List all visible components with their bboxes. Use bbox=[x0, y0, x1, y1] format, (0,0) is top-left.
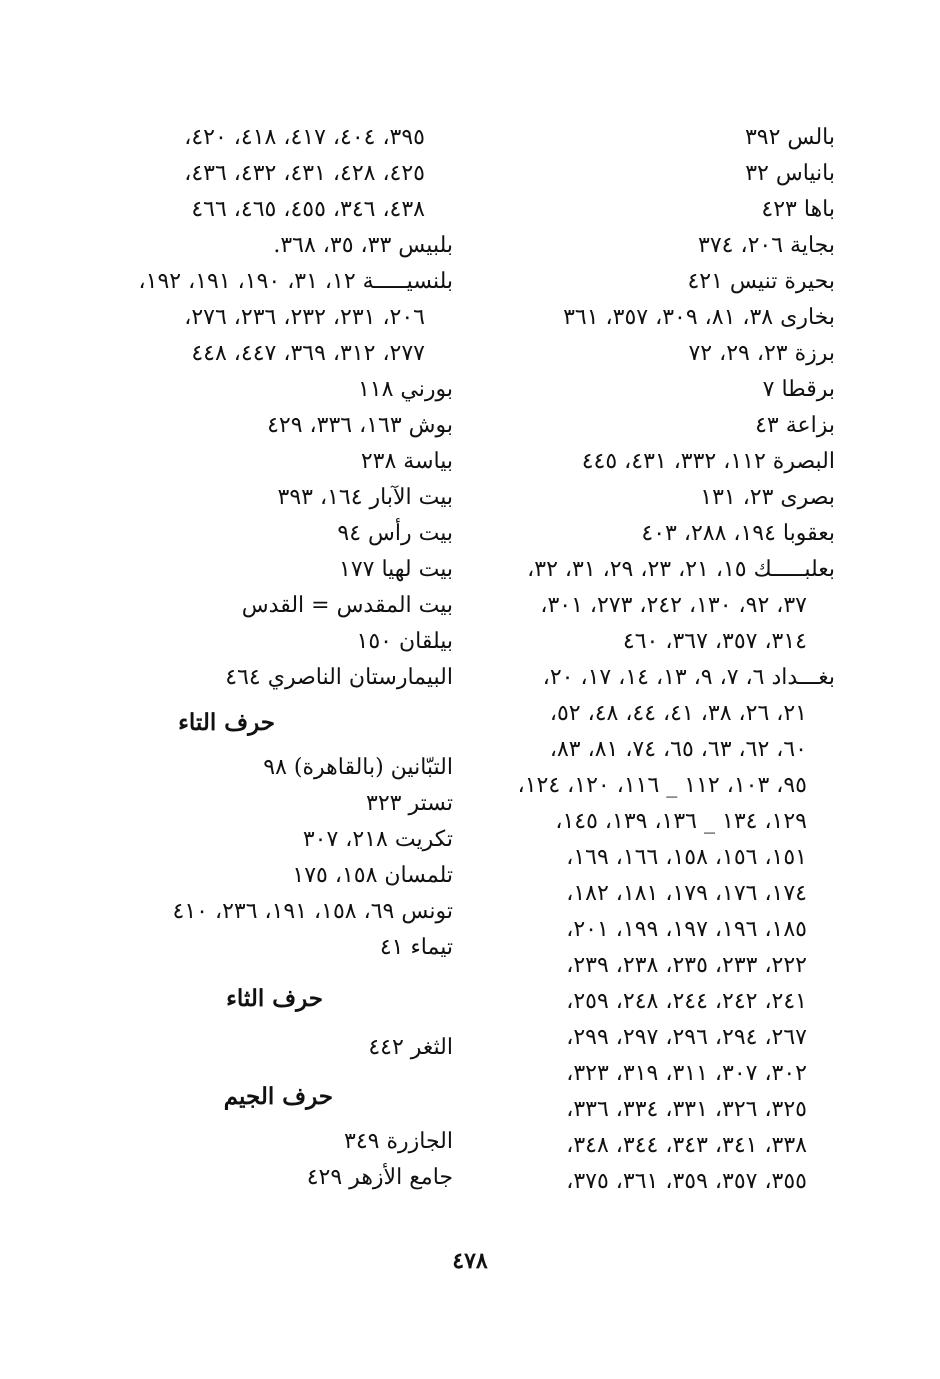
section-heading-thaa: حرف الثاء bbox=[226, 985, 323, 1012]
index-continuation-line: ٣٣٨، ٣٤١، ٣٤٣، ٣٤٤، ٣٤٨، bbox=[566, 1133, 807, 1158]
index-entry: تيماء ٤١ bbox=[379, 935, 453, 960]
index-continuation-line: ٣٠٢، ٣٠٧، ٣١١، ٣١٩، ٣٢٣، bbox=[566, 1061, 807, 1086]
index-continuation-line: ٣٢٥، ٣٢٦، ٣٣١، ٣٣٤، ٣٣٦، bbox=[566, 1097, 807, 1122]
index-entry: بيت رأس ٩٤ bbox=[337, 521, 453, 546]
index-entry: التبّانين (بالقاهرة) ٩٨ bbox=[263, 755, 453, 780]
index-continuation-line: ٢٧٧، ٣١٢، ٣٦٩، ٤٤٧، ٤٤٨ bbox=[191, 341, 425, 366]
index-entry: تكريت ٢١٨، ٣٠٧ bbox=[302, 827, 453, 852]
index-entry: بجاية ٢٠٦، ٣٧٤ bbox=[698, 233, 835, 258]
index-continuation-line: ٣٥٥، ٣٥٧، ٣٥٩، ٣٦١، ٣٧٥، bbox=[566, 1169, 807, 1194]
index-continuation-line: ١٨٥، ١٩٦، ١٩٧، ١٩٩، ٢٠١، bbox=[566, 917, 807, 942]
index-continuation-line: ١٥١، ١٥٦، ١٥٨، ١٦٦، ١٦٩، bbox=[566, 845, 807, 870]
left-column bbox=[73, 120, 453, 1196]
section-heading-taa: حرف التاء bbox=[178, 709, 275, 736]
index-entry: بحيرة تنيس ٤٢١ bbox=[687, 269, 835, 294]
index-entry: بالس ٣٩٢ bbox=[744, 125, 835, 150]
index-continuation-line: ١٢٩، ١٣٤ _ ١٣٦، ١٣٩، ١٤٥، bbox=[555, 809, 807, 834]
index-entry: بلبيس ٣٣، ٣٥، ٣٦٨. bbox=[273, 233, 453, 258]
index-entry: برزة ٢٣، ٢٩، ٧٢ bbox=[688, 341, 835, 366]
index-entry: بيت لهيا ١٧٧ bbox=[339, 557, 453, 582]
right-column bbox=[475, 120, 835, 1200]
index-continuation-line: ٢٦٧، ٢٩٤، ٢٩٦، ٢٩٧، ٢٩٩، bbox=[566, 1025, 807, 1050]
index-entry: تونس ٦٩، ١٥٨، ١٩١، ٢٣٦، ٤١٠ bbox=[172, 899, 453, 924]
index-entry: تستر ٣٢٣ bbox=[366, 791, 453, 816]
index-entry: البيمارستان الناصري ٤٦٤ bbox=[225, 665, 453, 690]
index-continuation-line: ٦٠، ٦٢، ٦٣، ٦٥، ٧٤، ٨١، ٨٣، bbox=[549, 737, 807, 762]
index-entry: بعقوبا ١٩٤، ٢٨٨، ٤٠٣ bbox=[641, 521, 835, 546]
index-continuation-line: ٢١، ٢٦، ٣٨، ٤١، ٤٤، ٤٨، ٥٢، bbox=[549, 701, 807, 726]
index-entry: بعلبـــــك ١٥، ٢١، ٢٣، ٢٩، ٣١، ٣٢، bbox=[527, 557, 835, 582]
jeem-entries bbox=[73, 1124, 453, 1196]
taa-entries bbox=[73, 750, 453, 966]
index-entry: البصرة ١١٢، ٣٣٢، ٤٣١، ٤٤٥ bbox=[581, 449, 835, 474]
index-continuation-line: ٣٩٥، ٤٠٤، ٤١٧، ٤١٨، ٤٢٠، bbox=[184, 125, 425, 150]
index-entry: بصرى ٢٣، ١٣١ bbox=[700, 485, 835, 510]
index-entry: برقطا ٧ bbox=[762, 377, 835, 402]
index-continuation-line: ٣٧، ٩٢، ١٣٠، ٢٤٢، ٢٧٣، ٣٠١، bbox=[540, 593, 807, 618]
index-entry: بورني ١١٨ bbox=[357, 377, 453, 402]
index-entry: بلنسيـــــة ١٢، ٣١، ١٩٠، ١٩١، ١٩٢، bbox=[138, 269, 453, 294]
index-continuation-line: ٤٣٨، ٣٤٦، ٤٥٥، ٤٦٥، ٤٦٦ bbox=[191, 197, 425, 222]
section-heading-jeem: حرف الجيم bbox=[223, 1083, 333, 1110]
index-entry: بيلقان ١٥٠ bbox=[356, 629, 453, 654]
index-entry: باها ٤٢٣ bbox=[761, 197, 835, 222]
index-entry: بانياس ٣٢ bbox=[745, 161, 835, 186]
index-entry: بوش ١٦٣، ٣٣٦، ٤٢٩ bbox=[267, 413, 453, 438]
index-entry: بغـــداد ٦، ٧، ٩، ١٣، ١٤، ١٧، ٢٠، bbox=[542, 665, 835, 690]
index-entry: بيت المقدس = القدس bbox=[241, 593, 453, 618]
continuation-entries bbox=[73, 120, 453, 696]
index-entry: الجازرة ٣٤٩ bbox=[344, 1129, 453, 1154]
index-continuation-line: ٩٥، ١٠٣، ١١٢ _ ١١٦، ١٢٠، ١٢٤، bbox=[517, 773, 807, 798]
thaa-entries bbox=[73, 1030, 453, 1066]
index-continuation-line: ٢٤١، ٢٤٢، ٢٤٤، ٢٤٨، ٢٥٩، bbox=[566, 989, 807, 1014]
index-entry: بخارى ٣٨، ٨١، ٣٠٩، ٣٥٧، ٣٦١ bbox=[563, 305, 835, 330]
index-continuation-line: ٣١٤، ٣٥٧، ٣٦٧، ٤٦٠ bbox=[622, 629, 807, 654]
index-entry: جامع الأزهر ٤٢٩ bbox=[306, 1165, 453, 1190]
index-continuation-line: ١٧٤، ١٧٦، ١٧٩، ١٨١، ١٨٢، bbox=[566, 881, 807, 906]
index-entry: تلمسان ١٥٨، ١٧٥ bbox=[292, 863, 453, 888]
page-number: ٤٧٨ bbox=[452, 1248, 488, 1274]
index-continuation-line: ٢٢٢، ٢٣٣، ٢٣٥، ٢٣٨، ٢٣٩، bbox=[566, 953, 807, 978]
index-entry: بيت الآبار ١٦٤، ٣٩٣ bbox=[277, 485, 453, 510]
index-entry: الثغر ٤٤٢ bbox=[368, 1035, 453, 1060]
index-entry: بزاعة ٤٣ bbox=[755, 413, 835, 438]
index-continuation-line: ٢٠٦، ٢٣١، ٢٣٢، ٢٣٦، ٢٧٦، bbox=[184, 305, 425, 330]
index-entry: بياسة ٢٣٨ bbox=[360, 449, 453, 474]
index-continuation-line: ٤٢٥، ٤٢٨، ٤٣١، ٤٣٢، ٤٣٦، bbox=[184, 161, 425, 186]
